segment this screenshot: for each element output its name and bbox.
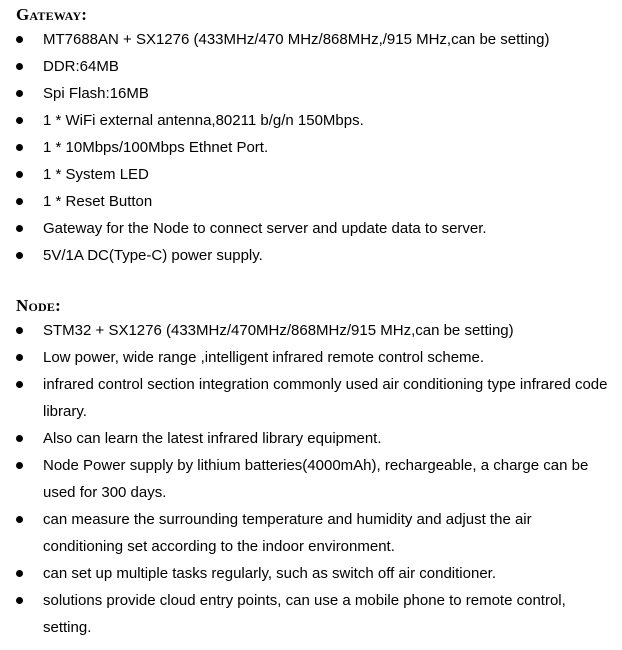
node-feature-list (0, 317, 622, 641)
list-item (0, 425, 622, 452)
bullet-icon (16, 144, 23, 151)
list-item (0, 242, 622, 269)
list-item-text: Low power, wide range ,intelligent infrared remote control scheme. (43, 349, 485, 366)
gateway-heading: Gateway: (16, 5, 88, 24)
list-item (0, 560, 622, 587)
bullet-icon (16, 36, 23, 43)
bullet-icon (16, 570, 23, 577)
list-item (0, 506, 622, 560)
bullet-icon (16, 90, 23, 97)
bullet-icon (16, 354, 23, 361)
bullet-icon (16, 198, 23, 205)
list-item-text: 1 * Reset Button (43, 193, 153, 210)
bullet-icon (16, 63, 23, 70)
list-item (0, 134, 622, 161)
list-item-text: Gateway for the Node to connect server and update data to server. (43, 220, 487, 237)
list-item-text: Node Power supply by lithium batteries(4000mAh), rechargeable, a charge can be used for 300 days. (43, 457, 589, 501)
node-heading: Node: (16, 296, 61, 315)
list-item-text: 1 * System LED (43, 166, 149, 183)
list-item (0, 587, 622, 641)
list-item-text: Spi Flash:16MB (43, 85, 149, 102)
list-item-text: DDR:64MB (43, 58, 119, 75)
list-item-text: Also can learn the latest infrared library equipment. (43, 430, 382, 447)
bullet-icon (16, 225, 23, 232)
list-item-text: MT7688AN + SX1276 (433MHz/470 MHz/868MHz,/915 MHz,can be setting) (43, 31, 550, 48)
list-item-text: STM32 + SX1276 (433MHz/470MHz/868MHz/915 MHz,can be setting) (43, 322, 514, 339)
gateway-feature-list (0, 26, 622, 269)
list-item (0, 452, 622, 506)
list-item (0, 215, 622, 242)
list-item (0, 188, 622, 215)
list-item (0, 80, 622, 107)
list-item (0, 161, 622, 188)
list-item (0, 344, 622, 371)
bullet-icon (16, 381, 23, 388)
bullet-icon (16, 435, 23, 442)
list-item (0, 107, 622, 134)
bullet-icon (16, 117, 23, 124)
list-item (0, 26, 622, 53)
list-item-text: infrared control section integration commonly used air conditioning type infrared code library. (43, 376, 608, 420)
list-item-text: 1 * WiFi external antenna,80211 b/g/n 150Mbps. (43, 112, 364, 129)
list-item-text: solutions provide cloud entry points, can use a mobile phone to remote control, setting. (43, 592, 566, 636)
list-item-text: can set up multiple tasks regularly, such as switch off air conditioner. (43, 565, 496, 582)
bullet-icon (16, 516, 23, 523)
list-item-text: 1 * 10Mbps/100Mbps Ethnet Port. (43, 139, 269, 156)
bullet-icon (16, 462, 23, 469)
list-item (0, 317, 622, 344)
list-item-text: can measure the surrounding temperature and humidity and adjust the air conditioning set according to the indoor environment. (43, 511, 532, 555)
bullet-icon (16, 597, 23, 604)
bullet-icon (16, 327, 23, 334)
list-item (0, 371, 622, 425)
bullet-icon (16, 171, 23, 178)
list-item-text: 5V/1A DC(Type-C) power supply. (43, 247, 263, 264)
bullet-icon (16, 252, 23, 259)
list-item (0, 53, 622, 80)
